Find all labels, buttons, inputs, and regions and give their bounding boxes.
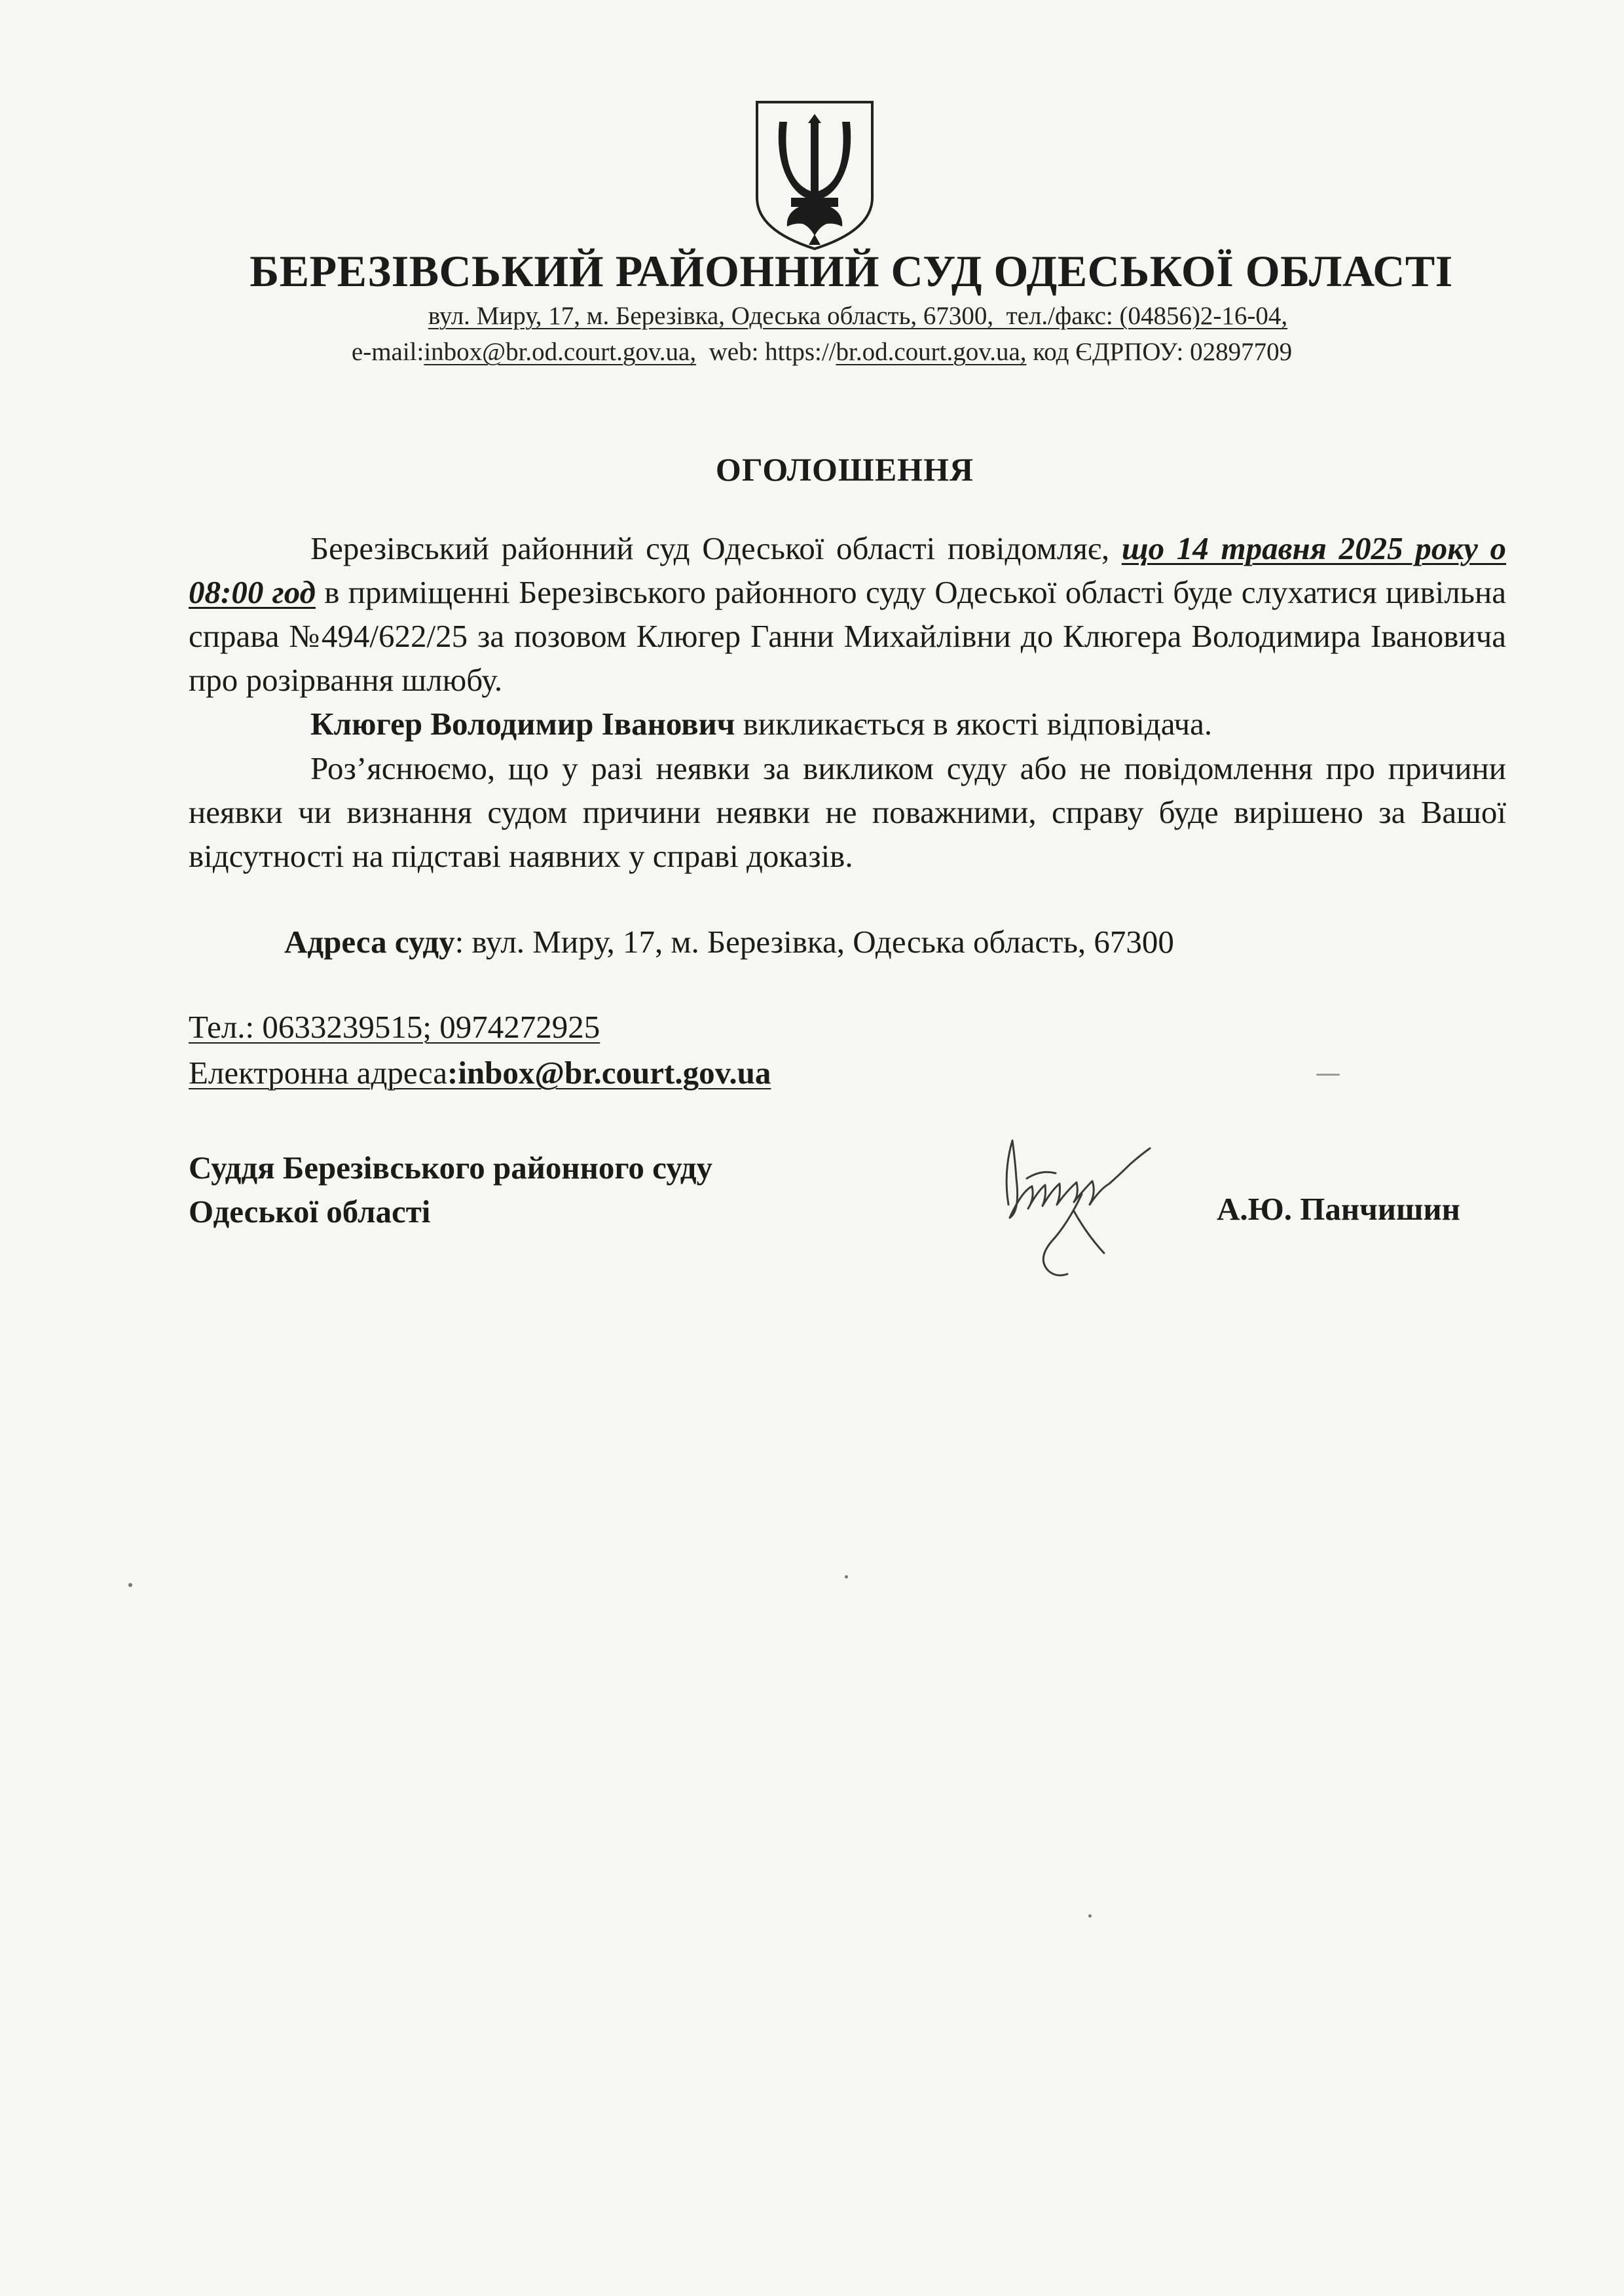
paragraph-2-rest: викликається в якості відповідача. [735,706,1213,742]
court-address-phone [0,301,1624,331]
judge-title-line-1: Суддя Березівського районного суду [189,1150,712,1186]
email-label: e-mail: [351,338,424,366]
announcement-heading: ОГОЛОШЕННЯ [715,451,974,488]
phone-numbers: Тел.: 0633239515; 0974272925 [189,1009,600,1045]
court-name-heading: БЕРЕЗІВСЬКИЙ РАЙОННИЙ СУД ОДЕСЬКОЇ ОБЛАСТІ [249,246,1453,296]
court-address-value: : вул. Миру, 17, м. Березівка, Одеська область, 67300 [454,924,1174,960]
announcement-paragraph-1 [189,526,1506,702]
court-email-web [0,337,1624,367]
contact-email-link[interactable]: :inbox@br.court.gov.ua [447,1055,771,1091]
handwritten-signature [969,1113,1166,1309]
scan-speck [1316,1074,1340,1076]
judge-title [189,1146,712,1233]
contact-email-label: Електронна адреса [189,1055,447,1091]
court-address-label: Адреса суду [284,924,455,960]
header-email-link[interactable]: inbox@br.od.court.gov.ua, [424,338,697,366]
scan-speck [845,1575,848,1578]
defendant-name: Клюгер Володимир Іванович [310,706,735,742]
paragraph-1-lead: Березівський районний суд Одеської області повідомляє, [310,530,1122,566]
header-web-link[interactable]: br.od.court.gov.ua, [836,338,1027,366]
announcement-paragraph-2 [189,702,1506,746]
court-address-line [284,923,1174,960]
paragraph-1-rest: в приміщенні Березівського районного суду Одеської області буде слухатися цивільна справа №494/622/25 за позовом Клюгер Ганни Михайлівни до Клюгера Володимира Івановича про розірвання шлюбу. [189,574,1506,698]
web-label: web: https:// [696,338,836,366]
address-phone-text: вул. Миру, 17, м. Березівка, Одеська область, 67300, тел./факс: (04856)2-16-04, [428,302,1288,330]
judge-title-line-2: Одеської області [189,1194,431,1230]
hearing-date: що 14 травня 2025 року о 08:00 год [189,530,1506,610]
trident-emblem-icon [753,100,876,251]
paragraph-3-text: Роз’яснюємо, що у разі неявки за викликом суду або не повідомлення про причини неявки чи визнання судом причини неявки не поважними, справу буде вирішено за Вашої відсутності на підставі наявних у справі доказів. [189,750,1506,874]
scan-speck [128,1583,132,1587]
announcement-paragraph-3 [189,746,1506,878]
judge-name: А.Ю. Панчишин [1217,1191,1460,1227]
edrpou-code: код ЄДРПОУ: 02897709 [1026,338,1293,366]
contact-email-line [189,1054,771,1091]
scan-speck [1088,1914,1092,1918]
